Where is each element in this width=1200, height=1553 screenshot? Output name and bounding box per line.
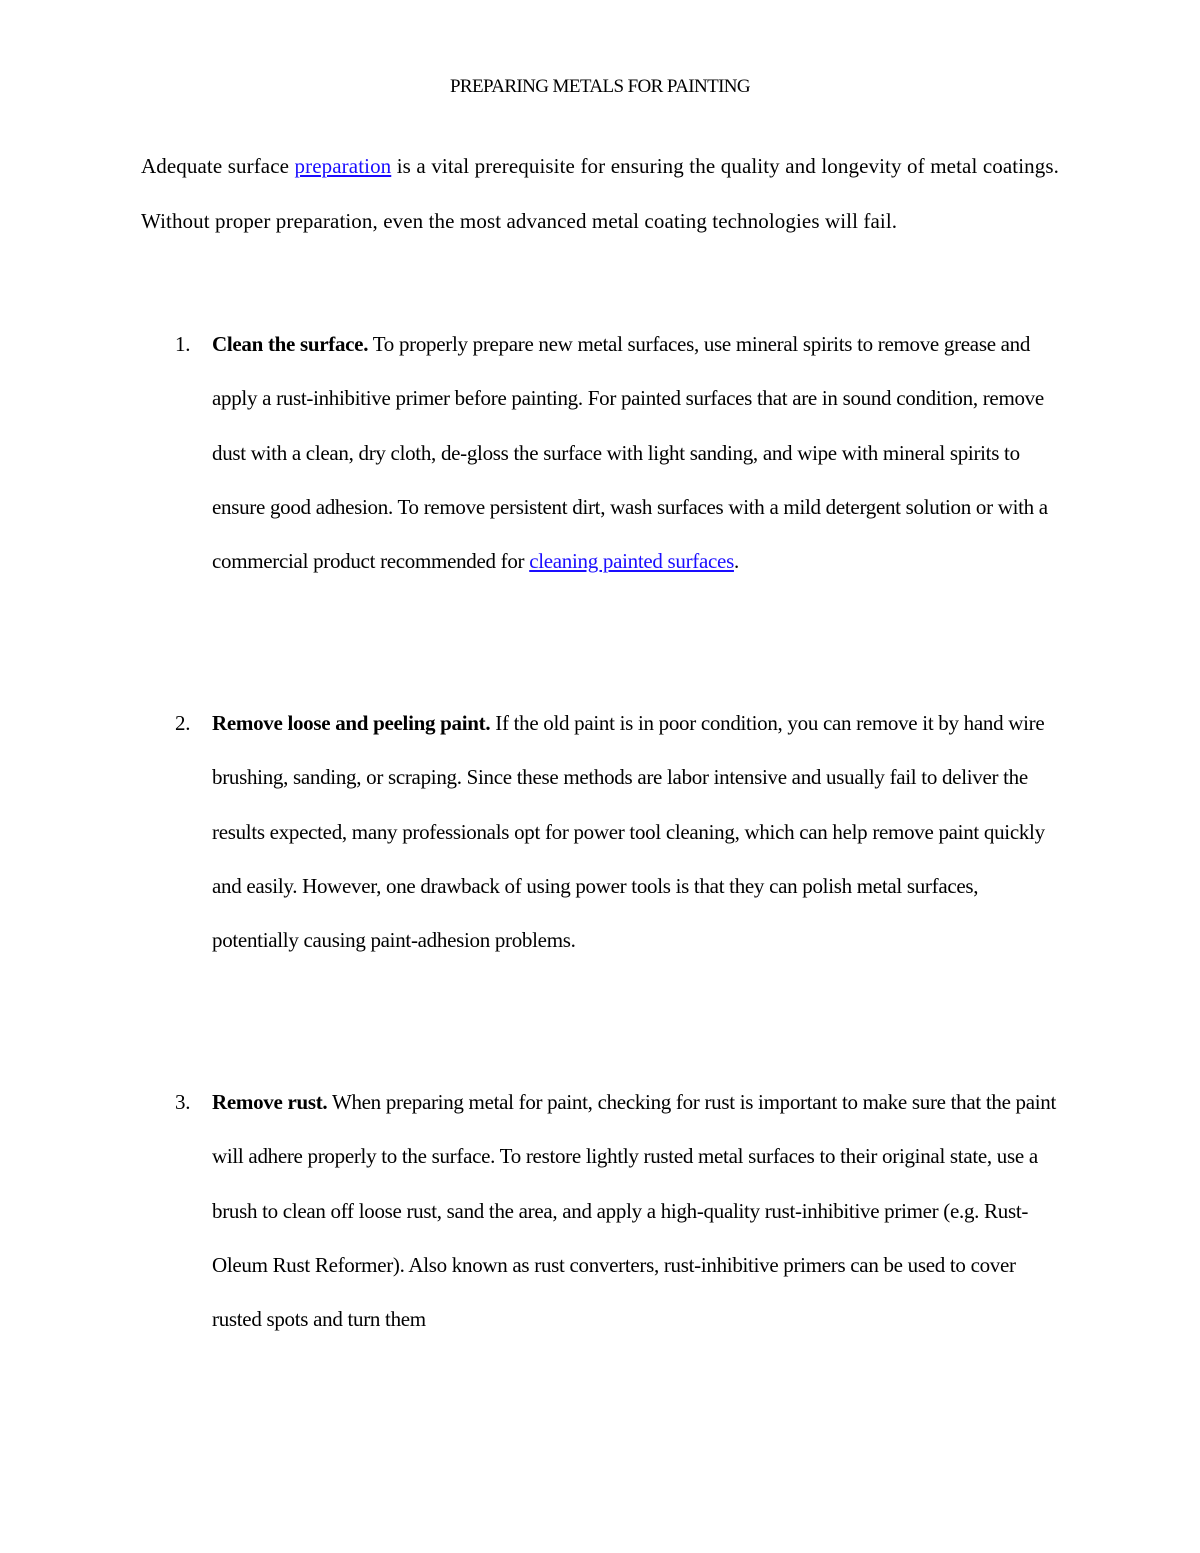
intro-text-after-link: is a vital prerequisite for ensuring the quality and longevity of metal coatings. Without proper preparation, even the most advanced metal coating technologies will fail. xyxy=(141,154,1059,233)
step-number: 1. xyxy=(175,332,191,356)
step-title: Clean the surface. xyxy=(212,332,369,356)
step-title: Remove loose and peeling paint. xyxy=(212,711,491,735)
step-title: Remove rust. xyxy=(212,1090,328,1114)
step-item-clean-surface xyxy=(175,317,1062,588)
step-body: If the old paint is in poor condition, you can remove it by hand wire brushing, sanding, or scraping. Since these methods are labor intensive and usually fail to deliver the results expected, many professionals opt for power tool cleaning, which can help remove paint quickly and easily. However, one drawback of using power tools is that they can polish metal surfaces, potentially causing paint-adhesion problems. xyxy=(212,711,1045,953)
document-title: PREPARING METALS FOR PAINTING xyxy=(449,76,751,97)
step-number: 3. xyxy=(175,1090,191,1114)
cleaning-painted-surfaces-link[interactable]: cleaning painted surfaces xyxy=(529,549,734,574)
step-body-end: . xyxy=(733,549,739,574)
step-item-remove-loose-paint xyxy=(175,696,1062,967)
step-body: When preparing metal for paint, checking for rust is important to make sure that the paint will adhere properly to the surface. To restore lightly rusted metal surfaces to their original state, use a brush to clean off loose rust, sand the area, and apply a high-quality rust-inhibitive primer (e.g. Rust-Oleum Rust Reformer). Also known as rust converters, rust-inhibitive primers can be used to cover rusted spots and turn them xyxy=(212,1090,1057,1332)
step-body: To properly prepare new metal surfaces, use mineral spirits to remove grease and apply a rust-inhibitive primer before painting. For painted surfaces that are in sound condition, remove dust with a clean, dry cloth, de-gloss the surface with light sanding, and wipe with mineral spirits to ensure good adhesion. To remove persistent dirt, wash surfaces with a mild detergent solution or with a commercial product recommended for xyxy=(212,332,1048,574)
intro-text-before-link: Adequate surface xyxy=(141,154,295,178)
step-number: 2. xyxy=(175,711,191,735)
preparation-link[interactable]: preparation xyxy=(294,154,392,178)
intro-paragraph xyxy=(141,139,1059,248)
step-item-remove-rust xyxy=(175,1075,1062,1346)
